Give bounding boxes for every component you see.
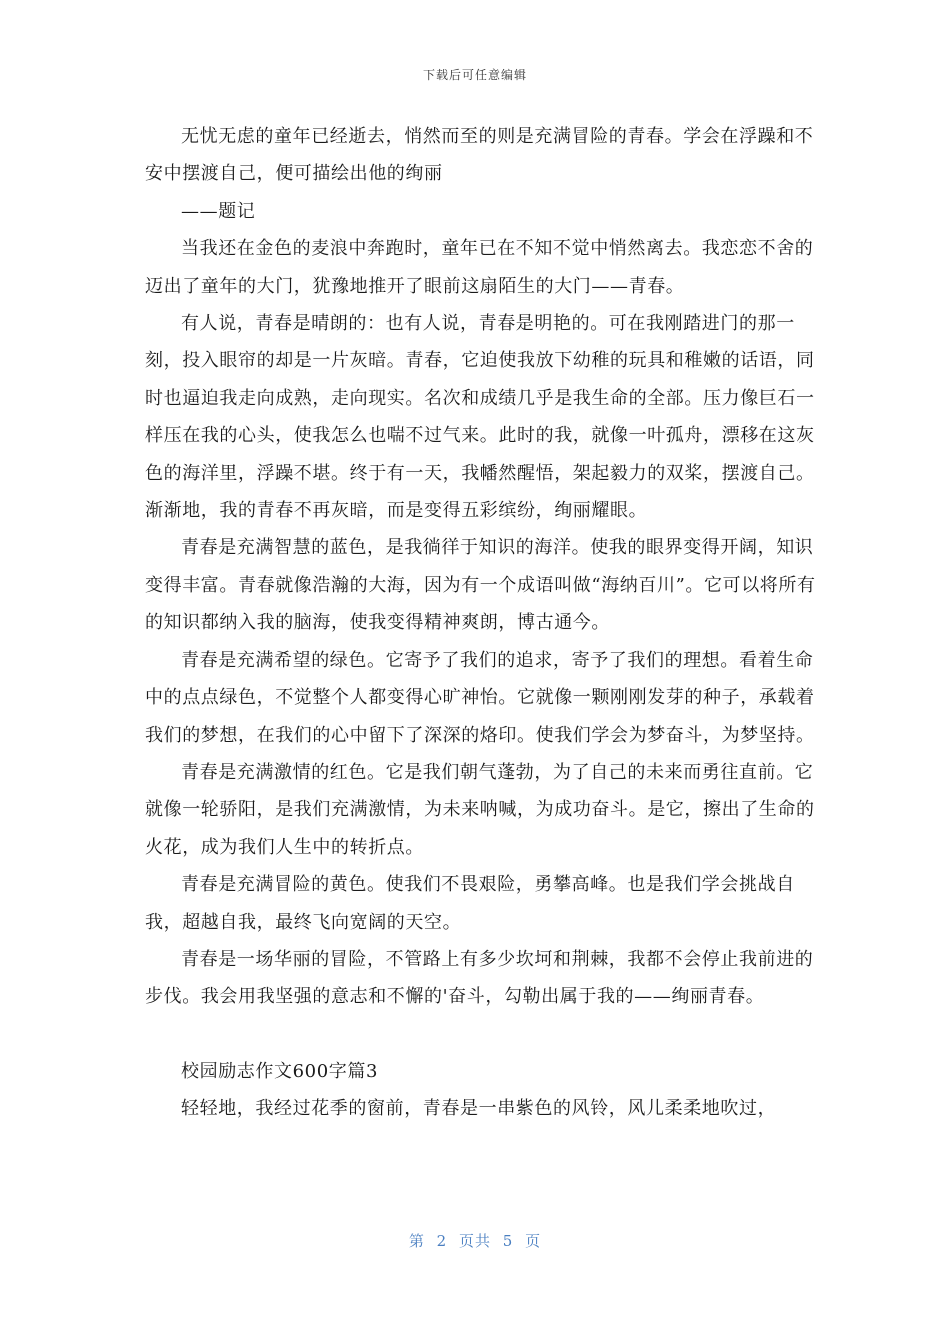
section-gap <box>145 1016 820 1053</box>
paragraph-intro: 无忧无虑的童年已经逝去，悄然而至的则是充满冒险的青春。学会在浮躁和不安中摆渡自己，便可描绘出他的绚丽 <box>145 126 814 185</box>
footer-total-pages: 5 <box>502 1232 514 1250</box>
footer-middle: 页共 <box>458 1232 491 1250</box>
paragraph: 轻轻地，我经过花季的窗前，青春是一串紫色的风铃，风儿柔柔地吹过， <box>181 1098 777 1120</box>
footer-suffix: 页 <box>525 1232 542 1250</box>
footer-page-number: 2 <box>436 1232 448 1250</box>
paragraph: 青春是充满希望的绿色。它寄予了我们的追求，寄予了我们的理想。看着生命中的点点绿色，不觉整个人都变得心旷神怡。它就像一颗刚刚发芽的种子，承载着我们的梦想，在我们的心中留下了深深的烙印。使我们学会为梦奋斗，为梦坚持。 <box>145 649 815 746</box>
paragraph: 青春是充满冒险的黄色。使我们不畏艰险，勇攀高峰。也是我们学会挑战自我，超越自我，最终飞向宽阔的天空。 <box>145 874 795 933</box>
header-note: 下载后可任意编辑 <box>422 68 527 82</box>
paragraph: 有人说，青春是晴朗的：也有人说，青春是明艳的。可在我刚踏进门的那一刻，投入眼帘的却是一片灰暗。青春，它迫使我放下幼稚的玩具和稚嫩的话语，同时也逼迫我走向成熟，走向现实。名次和成绩几乎是我生命的全部。压力像巨石一样压在我的心头，使我怎么也喘不过气来。此时的我，就像一叶孤舟，漂移在这灰色的海洋里，浮躁不堪。终于有一天，我幡然醒悟，架起毅力的双桨，摆渡自己。渐渐地，我的青春不再灰暗，而是变得五彩缤纷，绚丽耀眼。 <box>145 313 815 522</box>
footer-prefix: 第 <box>408 1232 425 1250</box>
paragraph-inscription: ——题记 <box>181 200 256 222</box>
paragraph: 青春是充满激情的红色。它是我们朝气蓬勃，为了自己的未来而勇往直前。它就像一轮骄阳，是我们充满激情，为未来呐喊，为成功奋斗。是它，擦出了生命的火花，成为我们人生中的转折点。 <box>145 761 815 858</box>
paragraph: 当我还在金色的麦浪中奔跑时，童年已在不知不觉中悄然离去。我恋恋不舍的迈出了童年的大门，犹豫地推开了眼前这扇陌生的大门——青春。 <box>145 238 814 297</box>
paragraph: 青春是充满智慧的蓝色，是我徜徉于知识的海洋。使我的眼界变得开阔，知识变得丰富。青春就像浩瀚的大海，因为有一个成语叫做“海纳百川”。它可以将所有的知识都纳入我的脑海，使我变得精神爽朗，博古通今。 <box>145 537 816 634</box>
page-footer <box>0 1230 950 1251</box>
document-body <box>145 118 820 1128</box>
paragraph: 青春是一场华丽的冒险，不管路上有多少坎坷和荆棘，我都不会停止我前进的步伐。我会用我坚强的意志和不懈的'奋斗，勾勒出属于我的——绚丽青春。 <box>145 948 814 1008</box>
section-title: 校园励志作文600字篇3 <box>181 1060 379 1082</box>
